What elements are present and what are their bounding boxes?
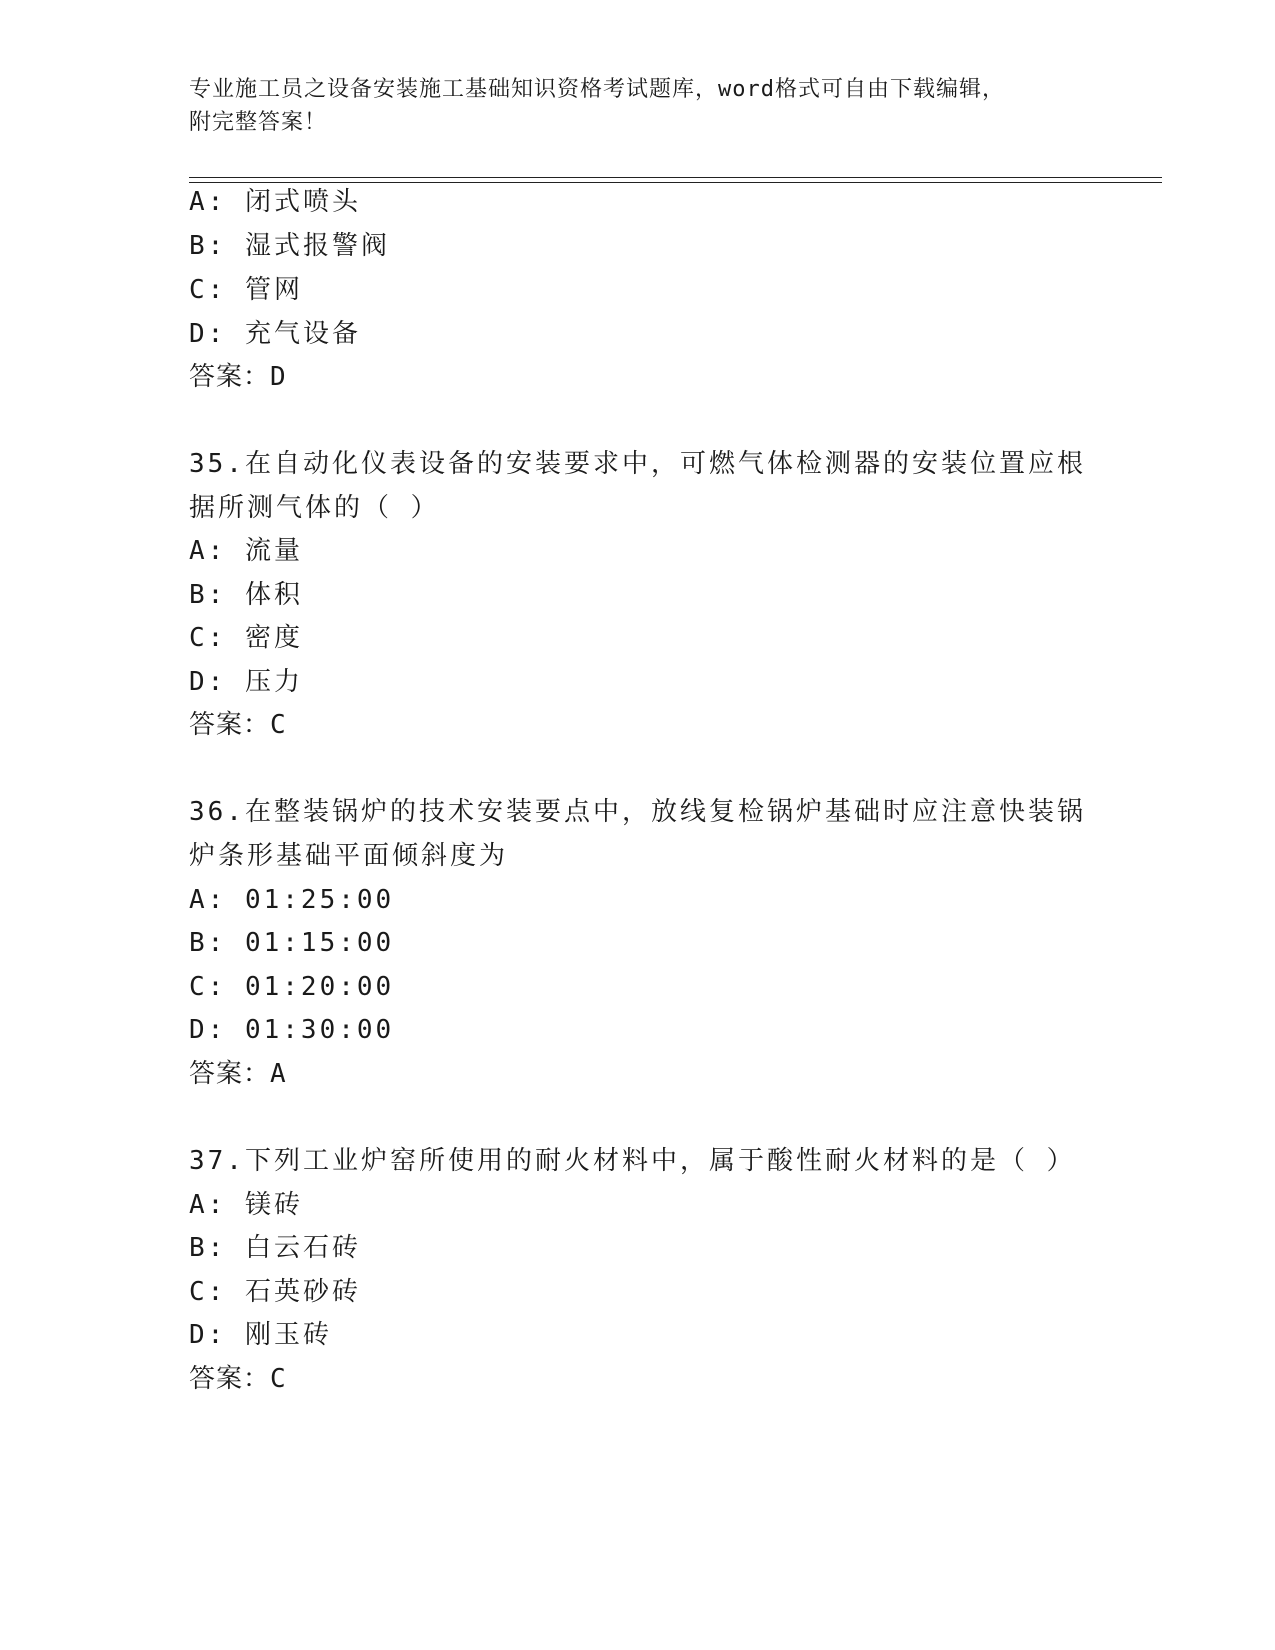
header-title-line-2: 附完整答案！ bbox=[189, 110, 328, 135]
q36-stem-line-1: 36.在整装锅炉的技术安装要点中，放线复检锅炉基础时应注意快装锅 bbox=[189, 797, 1086, 827]
q34-answer: 答案：D bbox=[189, 362, 287, 392]
q37-option-b: B: 白云石砖 bbox=[189, 1233, 361, 1263]
q37-option-a: A: 镁砖 bbox=[189, 1190, 303, 1220]
q35-stem-line-2: 据所测气体的（ ） bbox=[189, 493, 440, 523]
q35-option-d: D: 压力 bbox=[189, 667, 303, 697]
q34-option-c: C: 管网 bbox=[189, 275, 303, 305]
q35-option-a: A: 流量 bbox=[189, 536, 303, 566]
q36-answer: 答案：A bbox=[189, 1059, 287, 1089]
q37-option-c: C: 石英砂砖 bbox=[189, 1277, 361, 1307]
q34-option-a: A: 闭式喷头 bbox=[189, 187, 361, 217]
q35-stem-line-1: 35.在自动化仪表设备的安装要求中，可燃气体检测器的安装位置应根 bbox=[189, 449, 1086, 479]
header-divider-bottom bbox=[189, 182, 1162, 183]
q34-option-b: B: 湿式报警阀 bbox=[189, 231, 390, 261]
q36-option-b: B: 01:15:00 bbox=[189, 928, 395, 958]
document-header bbox=[189, 73, 1069, 139]
q36-option-a: A: 01:25:00 bbox=[189, 885, 395, 915]
header-title-line-1: 专业施工员之设备安装施工基础知识资格考试题库，word格式可自由下载编辑， bbox=[189, 77, 1005, 102]
header-divider-top bbox=[189, 177, 1162, 178]
q34-option-d: D: 充气设备 bbox=[189, 319, 361, 349]
q37-stem-line-1: 37.下列工业炉窑所使用的耐火材料中，属于酸性耐火材料的是（ ） bbox=[189, 1146, 1076, 1176]
q37-option-d: D: 刚玉砖 bbox=[189, 1320, 332, 1350]
q36-stem-line-2: 炉条形基础平面倾斜度为 bbox=[189, 841, 509, 871]
q35-option-b: B: 体积 bbox=[189, 580, 303, 610]
q35-answer: 答案：C bbox=[189, 710, 287, 740]
q36-option-c: C: 01:20:00 bbox=[189, 972, 395, 1002]
q35-option-c: C: 密度 bbox=[189, 623, 303, 653]
q36-option-d: D: 01:30:00 bbox=[189, 1015, 395, 1045]
q37-answer: 答案：C bbox=[189, 1364, 287, 1394]
